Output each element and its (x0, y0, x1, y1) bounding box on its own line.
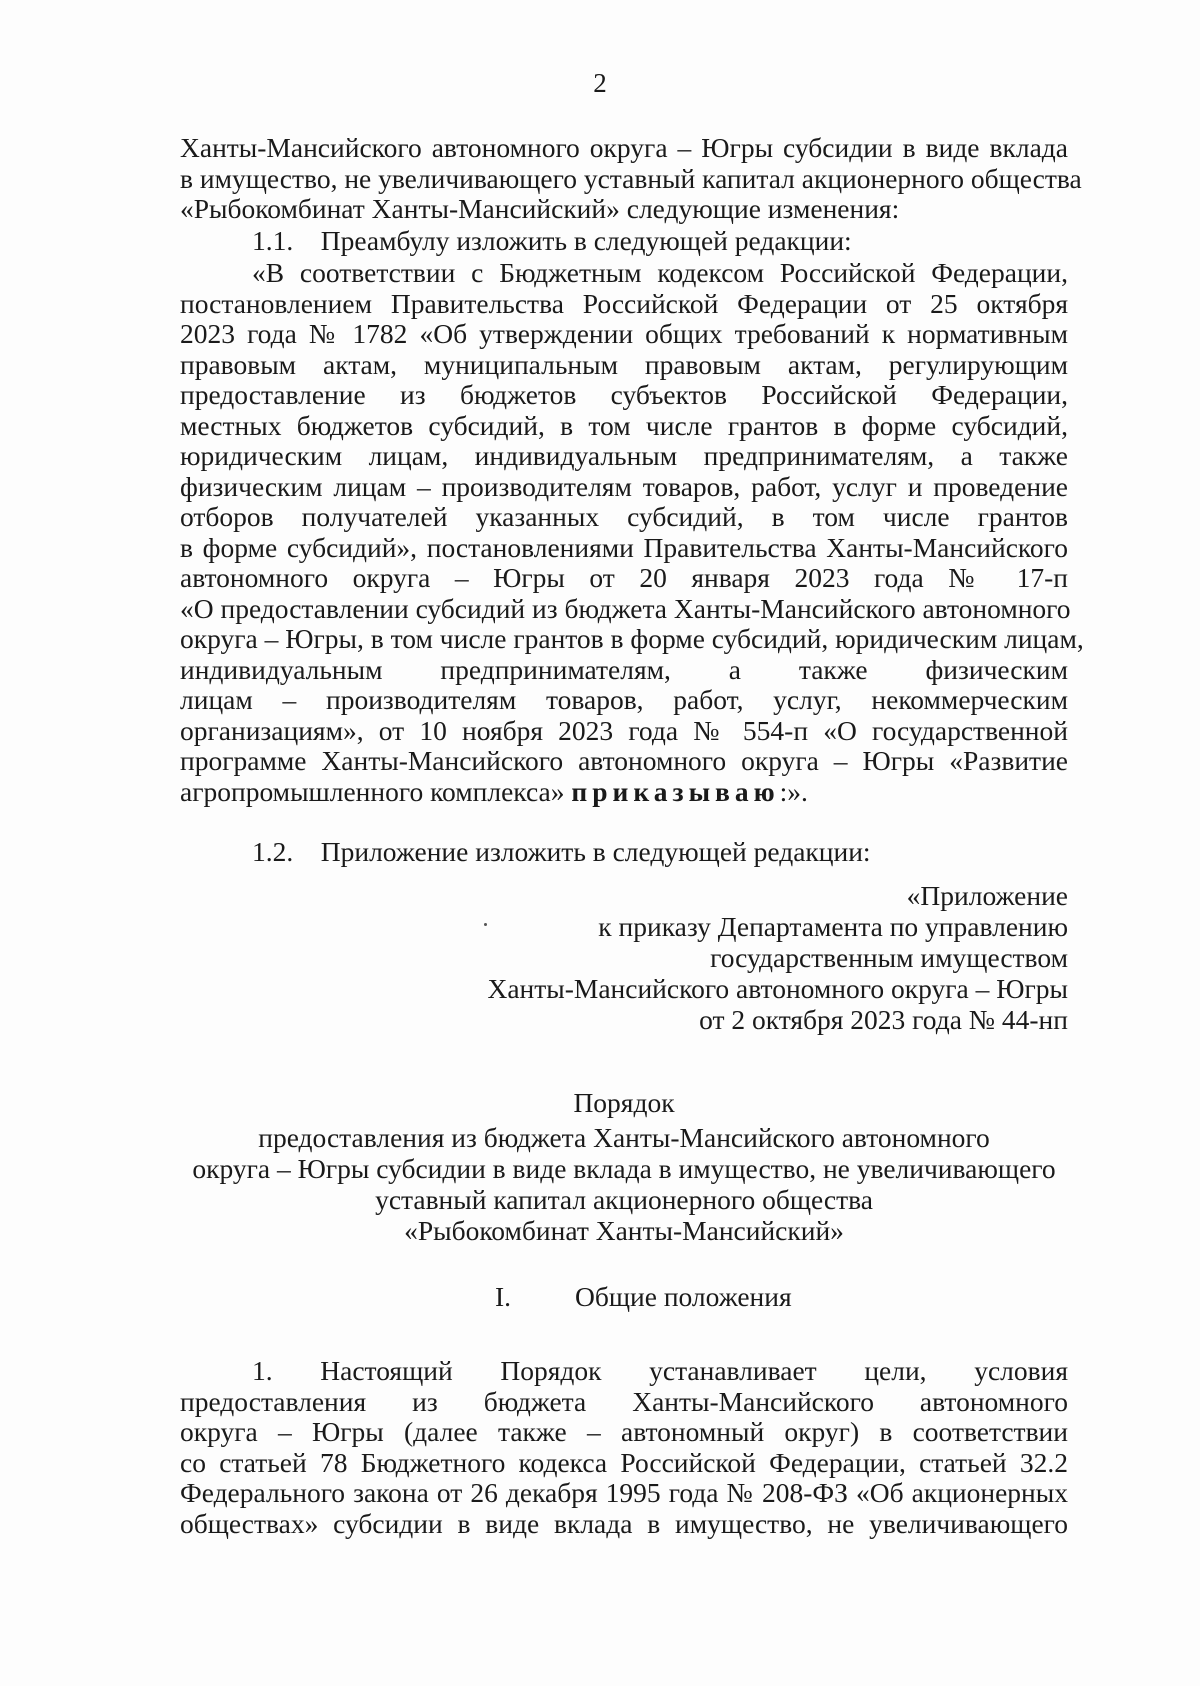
appendix-header-line: «Приложение (906, 880, 1068, 911)
point-1-line: Федерального закона от 26 декабря 1995 года № 208-ФЗ «Об акционерных (180, 1477, 1068, 1508)
item-1-2-text: 1.2. Приложение изложить в следующей редакции: (252, 836, 871, 867)
preamble-paragraph (180, 257, 1084, 807)
preamble-line: 2023 года № 1782 «Об утверждении общих требований к нормативным (180, 318, 1068, 349)
section-number: I. (495, 1281, 512, 1312)
preamble-line: местных бюджетов субсидий, в том числе грантов в форме субсидий, (180, 409, 1068, 441)
item-1-1-text: 1.1. Преамбулу изложить в следующей редакции: (252, 225, 852, 256)
point-1-paragraph (180, 1356, 1068, 1539)
order-title-line: предоставления из бюджета Ханты-Мансийского автономного (258, 1122, 990, 1153)
preamble-line: программе Ханты-Мансийского автономного округа – Югры «Развитие (180, 745, 1068, 776)
preamble-last-end: :». (779, 775, 808, 807)
preamble-line: индивидуальным предпринимателям, а также физическим (180, 653, 1068, 685)
order-word: приказываю (571, 775, 780, 807)
preamble-line: в форме субсидий», постановлениями Правительства Ханты-Мансийского (180, 531, 1068, 563)
point-1-line: округа – Югры (далее также – автономный округ) в соответствии (180, 1416, 1068, 1447)
preamble-line: организациям», от 10 ноября 2023 года № 554-п «О государственной (180, 714, 1068, 746)
order-title (180, 1087, 1068, 1246)
appendix-header-line: от 2 октября 2023 года № 44-нп (699, 1004, 1068, 1035)
point-1-line: предоставления из бюджета Ханты-Мансийского автономного (180, 1385, 1068, 1417)
preamble-last-line (180, 777, 1068, 808)
preamble-line: постановлением Правительства Российской Федерации от 25 октября (180, 287, 1068, 319)
preamble-line: «О предоставлении субсидий из бюджета Ханты-Мансийского автономного (180, 592, 1071, 624)
point-1-line: 1. Настоящий Порядок устанавливает цели, условия (252, 1355, 1068, 1386)
point-1-line: обществах» субсидии в виде вклада в имущество, не увеличивающего (180, 1507, 1068, 1539)
intro-paragraph (180, 132, 1082, 225)
preamble-line: лицам – производителям товаров, работ, услуг, некоммерческим (180, 684, 1068, 715)
intro-line: «Рыбокомбинат Ханты-Мансийский» следующие изменения: (180, 193, 900, 224)
item-1-2 (180, 837, 1068, 868)
appendix-header-line: к приказу Департамента по управлению (598, 911, 1068, 942)
preamble-line: автономного округа – Югры от 20 января 2023 года № 17-п (180, 562, 1068, 593)
order-title-line: округа – Югры субсидии в виде вклада в имущество, не увеличивающего (192, 1153, 1056, 1184)
preamble-line: правовым актам, муниципальным правовым актам, регулирующим (180, 348, 1068, 380)
section-title: Общие положения (575, 1281, 792, 1312)
appendix-header (480, 880, 1068, 1035)
preamble-last-text: агропромышленного комплекса» (180, 775, 572, 807)
preamble-line: «В соответствии с Бюджетным кодексом Российской Федерации, (252, 257, 1068, 288)
order-title-line: «Рыбокомбинат Ханты-Мансийский» (404, 1215, 844, 1246)
page-number: 2 (593, 68, 607, 98)
preamble-line: физическим лицам – производителям товаров, работ, услуг и проведение (180, 470, 1068, 502)
preamble-line: округа – Югры, в том числе грантов в форме субсидий, юридическим лицам, (180, 623, 1084, 654)
preamble-line: отборов получателей указанных субсидий, в том числе грантов (180, 501, 1068, 532)
item-1-1 (180, 226, 1068, 257)
appendix-header-line: Ханты-Мансийского автономного округа – Югры (487, 973, 1068, 1004)
order-title-line: уставный капитал акционерного общества (375, 1184, 873, 1215)
intro-line: в имущество, не увеличивающего уставный капитал акционерного общества (180, 162, 1082, 194)
appendix-header-line: государственным имуществом (710, 942, 1068, 973)
intro-line: Ханты-Мансийского автономного округа – Югры субсидии в виде вклада (180, 132, 1068, 163)
preamble-line: юридическим лицам, индивидуальным предпринимателям, а также (180, 440, 1068, 471)
order-title-line: Порядок (573, 1087, 675, 1118)
point-1-line: со статьей 78 Бюджетного кодекса Российской Федерации, статьей 32.2 (180, 1446, 1068, 1478)
preamble-line: предоставление из бюджетов субъектов Российской Федерации, (180, 379, 1068, 410)
